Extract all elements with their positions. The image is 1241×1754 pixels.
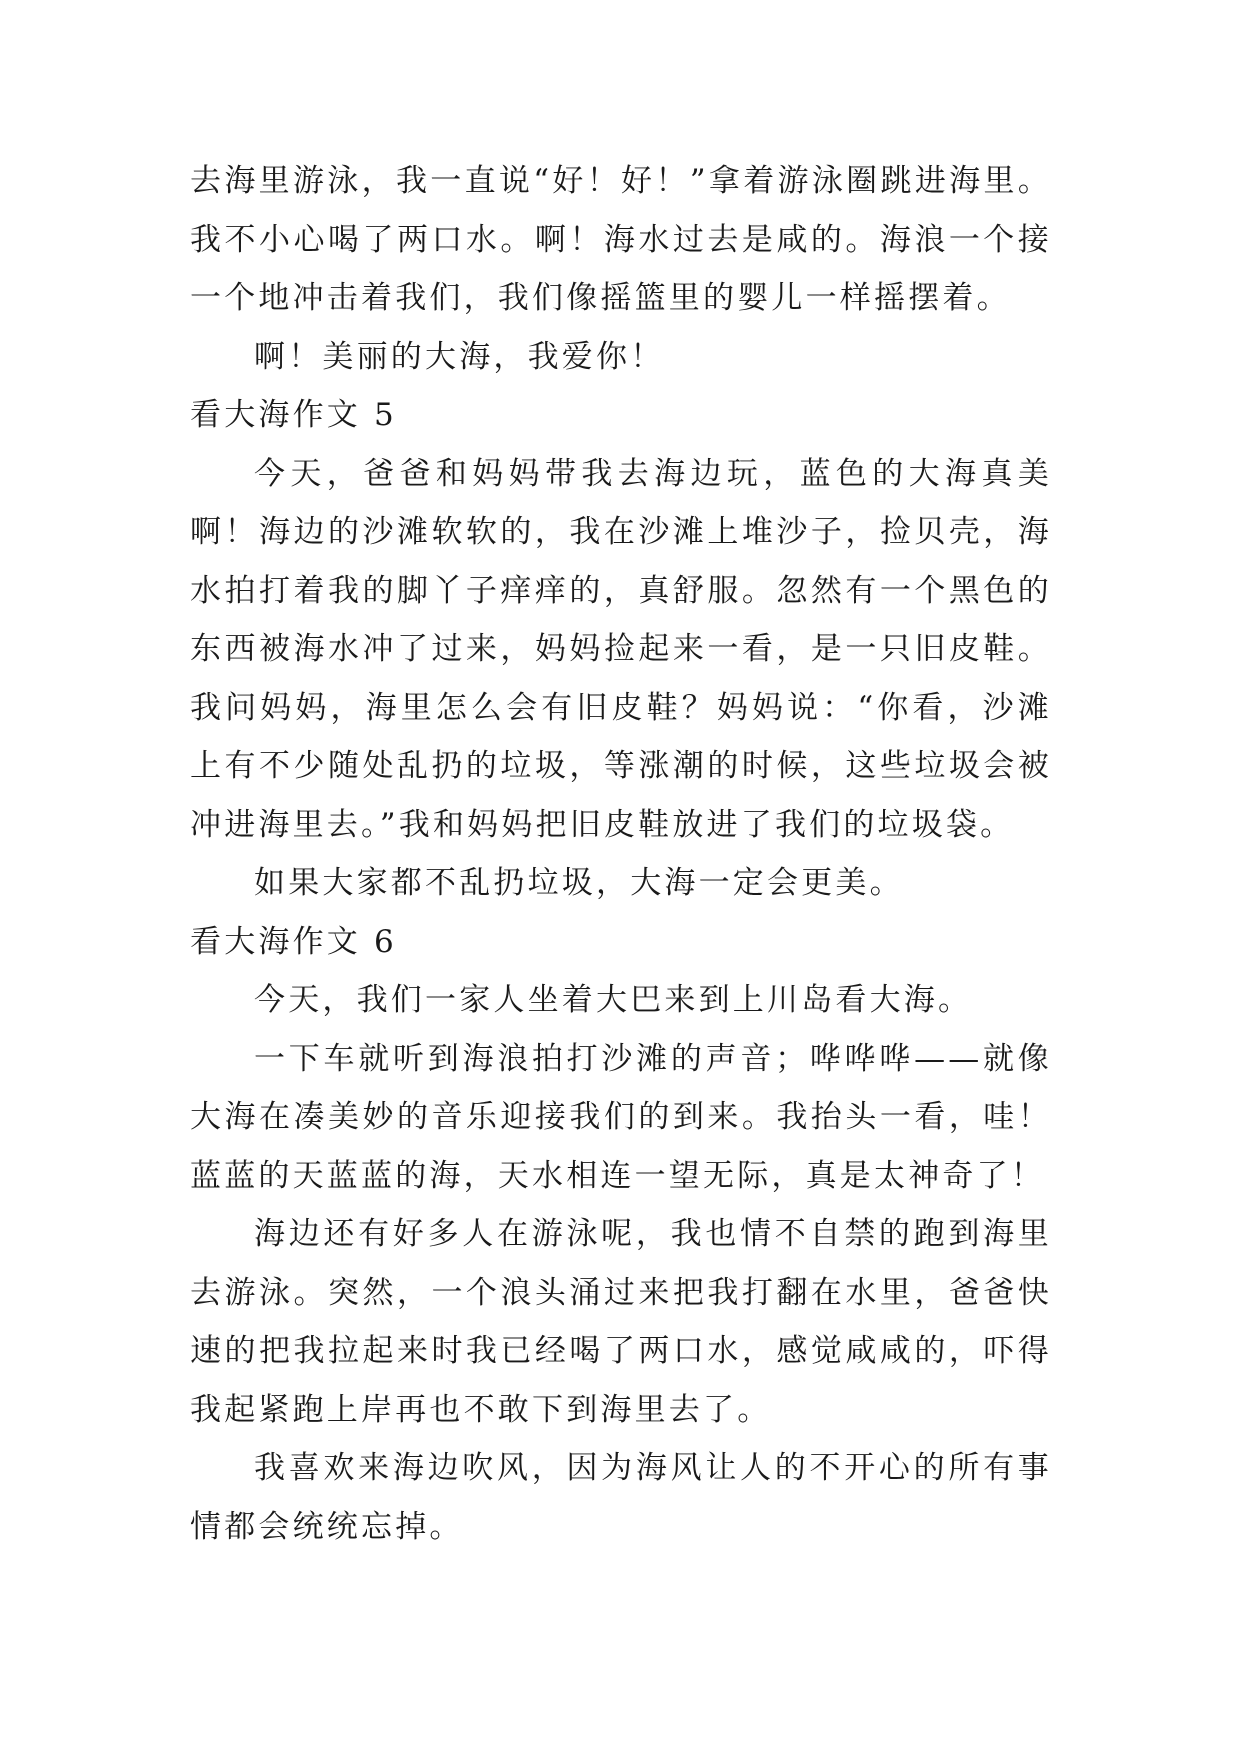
- paragraph: 海边还有好多人在游泳呢，我也情不自禁的跑到海里去游泳。突然，一个浪头涌过来把我打翻在水里，爸爸快速的把我拉起来时我已经喝了两口水，感觉咸咸的，吓得我起紧跑上岸再也不敢下到海里去了。: [190, 1216, 1052, 1428]
- paragraph: 今天，我们一家人坐着大巴来到上川岛看大海。: [254, 982, 973, 1018]
- paragraph: 一下车就听到海浪拍打沙滩的声音；哗哗哗——就像大海在凑美妙的音乐迎接我们的到来。我抬头一看，哇！蓝蓝的天蓝蓝的海，天水相连一望无际，真是太神奇了！: [190, 1040, 1052, 1194]
- paragraph: 如果大家都不乱扔垃圾，大海一定会更美。: [254, 865, 904, 901]
- paragraph: 我喜欢来海边吹风，因为海风让人的不开心的所有事情都会统统忘掉。: [190, 1450, 1052, 1545]
- paragraph: 去海里游泳，我一直说“好！好！”拿着游泳圈跳进海里。我不小心喝了两口水。啊！海水过去是咸的。海浪一个接一个地冲击着我们，我们像摇篮里的婴儿一样摇摆着。: [190, 163, 1052, 316]
- document-page: [190, 152, 1052, 1556]
- section-heading: 看大海作文 5: [190, 397, 397, 433]
- paragraph: 啊！美丽的大海，我爱你！: [254, 338, 665, 375]
- paragraph: 今天，爸爸和妈妈带我去海边玩，蓝色的大海真美啊！海边的沙滩软软的，我在沙滩上堆沙子，捡贝壳，海水拍打着我的脚丫子痒痒的，真舒服。忽然有一个黑色的东西被海水冲了过来，妈妈捡起来一看，是一只旧皮鞋。我问妈妈，海里怎么会有旧皮鞋？妈妈说：“你看，沙滩上有不少随处乱扔的垃圾，等涨潮的时候，这些垃圾会被冲进海里去。”我和妈妈把旧皮鞋放进了我们的垃圾袋。: [190, 455, 1052, 843]
- section-heading: 看大海作文 6: [190, 923, 397, 960]
